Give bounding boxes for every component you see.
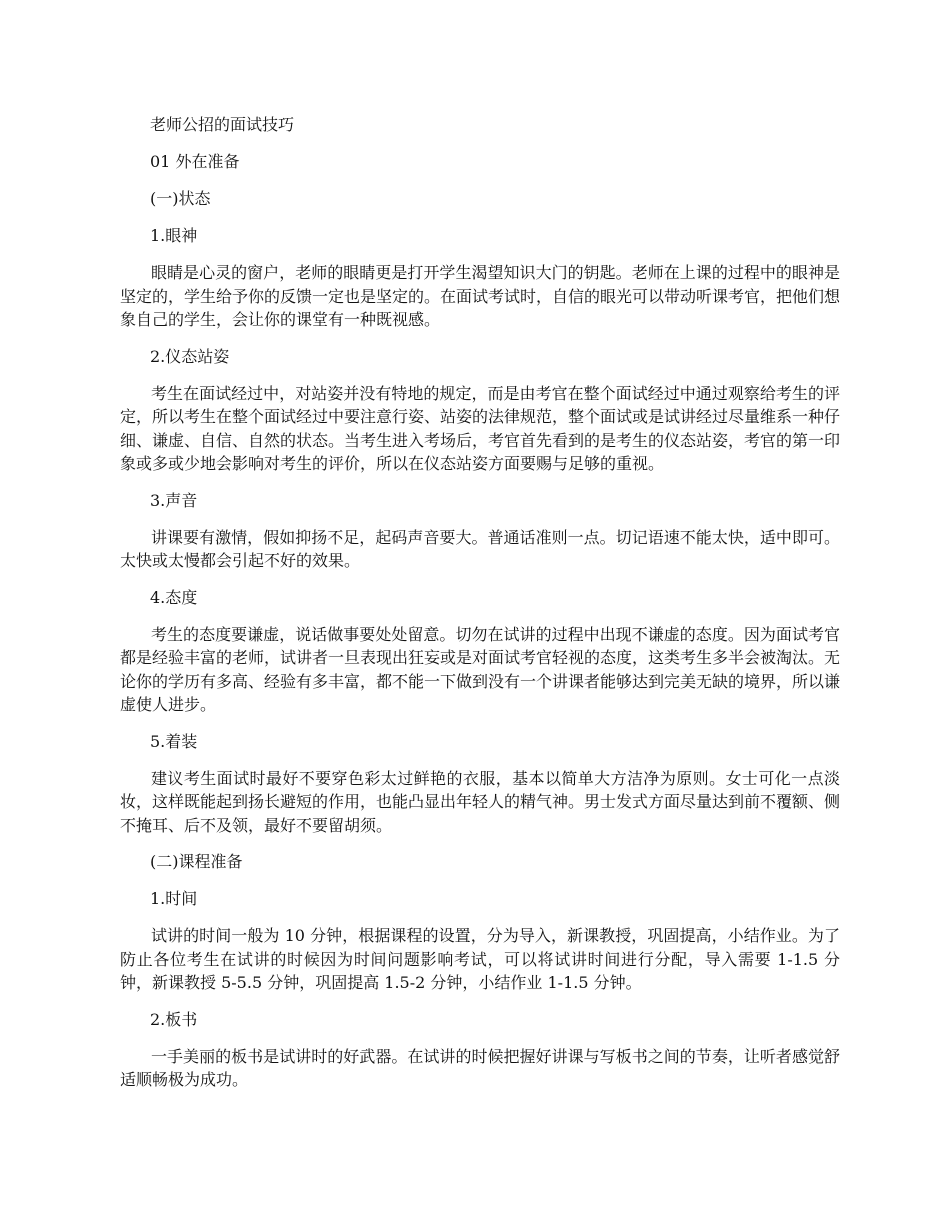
subheading-time: 1.时间 [150,889,198,908]
subheading-voice: 3.声音 [150,490,198,510]
paragraph-dress: 建议考生面试时最好不要穿色彩太过鲜艳的衣服，基本以简单大方洁净为原则。女士可化一点淡妆，这样既能起到扬长避短的作用，也能凸显出年轻人的精气神。男士发式方面尽量达到前不覆额、侧不掩耳、后不及领，最好不要留胡须。 [120,768,841,835]
section-heading-course-preparation: (二)课程准备 [150,852,243,871]
subheading-eyes: 1.眼神 [150,226,198,245]
section-heading-state: (一)状态 [150,189,211,208]
paragraph-posture: 考生在面试经过中，对站姿并没有特地的规定，而是由考官在整个面试经过中通过观察给考生的评定，所以考生在整个面试经过中要注意行姿、站姿的法律规范，整个面试或是试讲经过尽量维系一种仔细、谦虚、自信、自然的状态。当考生进入考场后，考官首先看到的是考生的仪态站姿，考官的第一印象或多或少地会影响对考生的评价，所以在仪态站姿方面要赐与足够的重视。 [120,383,841,473]
subheading-dress: 5.着装 [150,731,198,751]
paragraph-blackboard-writing: 一手美丽的板书是试讲时的好武器。在试讲的时候把握好讲课与写板书之间的节奏，让听者感觉舒适顺畅极为成功。 [120,1046,840,1089]
document-title: 老师公招的面试技巧 [150,115,295,134]
document-body [120,113,840,1105]
paragraph-eyes: 眼睛是心灵的窗户，老师的眼睛更是打开学生渴望知识大门的钥匙。老师在上课的过程中的眼神是坚定的，学生给予你的反馈一定也是坚定的。在面试考试时，自信的眼光可以带动听课考官，把他们想象自己的学生，会让你的课堂有一种既视感。 [120,263,841,329]
paragraph-voice: 讲课要有激情，假如抑扬不足，起码声音要大。普通话准则一点。切记语速不能太快，适中即可。太快或太慢都会引起不好的效果。 [120,527,840,570]
part-heading-external-preparation: 01 外在准备 [150,152,240,171]
paragraph-time: 试讲的时间一般为 10 分钟，根据课程的设置，分为导入，新课教授，巩固提高，小结作业。为了防止各位考生在试讲的时候因为时间问题影响考试，可以将试讲时间进行分配，导入需要 1-1.5 分钟，新课教授 5-5.5 分钟，巩固提高 1.5-2 分钟，小结作业 1-1.5 分钟。 [120,926,840,992]
paragraph-attitude: 考生的态度要谦虚，说话做事要处处留意。切勿在试讲的过程中出现不谦虚的态度。因为面试考官都是经验丰富的老师，试讲者一旦表现出狂妄或是对面试考官轻视的态度，这类考生多半会被淘汰。无论你的学历有多高、经验有多丰富，都不能一下做到没有一个讲课者能够达到完美无缺的境界，所以谦虚使人进步。 [120,624,841,714]
subheading-posture: 2.仪态站姿 [150,346,230,366]
subheading-blackboard-writing: 2.板书 [150,1009,198,1029]
subheading-attitude: 4.态度 [150,587,198,607]
